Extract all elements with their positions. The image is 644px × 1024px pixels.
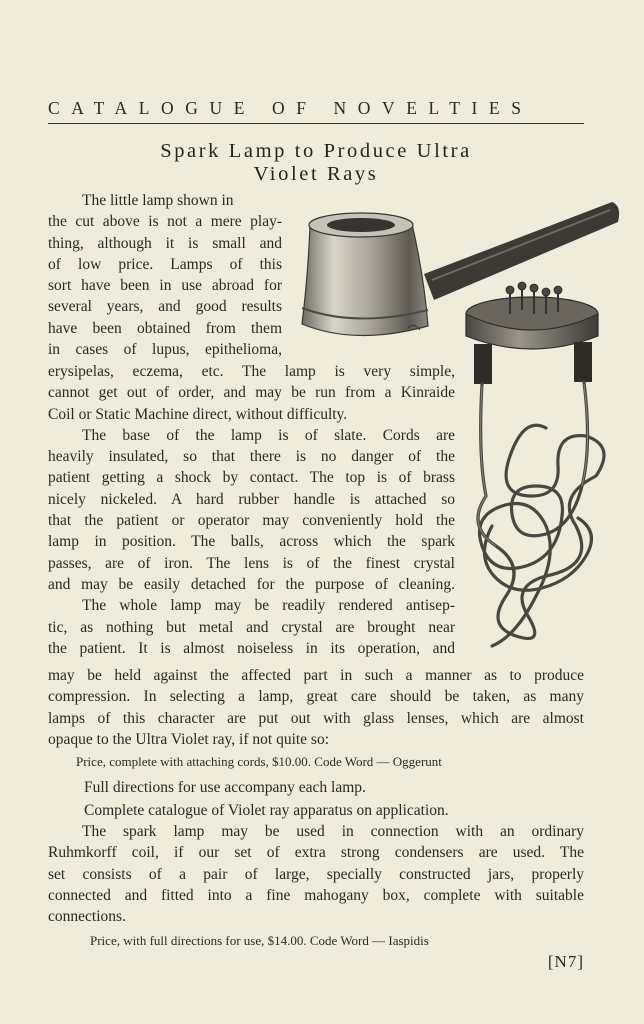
text-line: patient getting a shock by contact. The top is of brass	[48, 469, 455, 487]
text-line: and may be easily detached for the purpose of cleaning.	[48, 575, 455, 593]
text-line: cannot get out of order, and may be run from a Kinraide	[48, 384, 455, 402]
text-line: opaque to the Ultra Violet ray, if not quite so:	[48, 730, 330, 748]
text-line: The whole lamp may be readily rendered antisep-	[82, 597, 455, 615]
header-rule	[48, 123, 584, 124]
text-line: thing, although it is small and	[48, 234, 282, 252]
text-line: lamp in position. The balls, across which the spark	[48, 533, 455, 551]
slate-base	[466, 282, 598, 384]
text-line: tic, as nothing but metal and crystal are brought near	[48, 618, 455, 636]
text-line: of low price. Lamps of this	[48, 255, 282, 273]
text-line: connections.	[48, 908, 126, 926]
directions-note: Full directions for use accompany each lamp.	[84, 779, 366, 796]
text-line: heavily insulated, so that there is no danger of the	[48, 448, 455, 466]
paragraph-4	[48, 821, 584, 927]
page-number: [N7]	[547, 952, 584, 971]
text-line: the patient. It is almost noiseless in its operation, and	[48, 639, 455, 657]
text-line: Ruhmkorff coil, if our set of extra strong condensers are used. The	[48, 844, 584, 862]
paragraph-3-wide	[48, 665, 584, 750]
text-line: set consists of a pair of large, specially constructed jars, properly	[48, 865, 584, 883]
text-line: connected and fitted into a fine mahogany box, complete with suitable	[48, 886, 584, 904]
text-line: several years, and good results	[48, 298, 282, 316]
catalogue-note: Complete catalogue of Violet ray apparatus on application.	[84, 802, 449, 819]
title-line-1: Spark Lamp to Produce Ultra	[160, 140, 472, 162]
text-line: have been obtained from them	[48, 319, 282, 337]
title-line-2: Violet Rays	[253, 163, 379, 185]
price-line-lamp: Price, complete with attaching cords, $10.00. Code Word — Oggerunt	[76, 754, 442, 769]
paragraph-1-2-medium	[48, 361, 455, 659]
text-line: nicely nickeled. A hard rubber handle is attached so	[48, 490, 455, 508]
cord-highlights	[478, 384, 588, 546]
text-line: The base of the lamp is of slate. Cords are	[82, 426, 455, 444]
text-line: the cut above is not a mere play-	[48, 213, 282, 231]
text-line: may be held against the affected part in such a manner as to produce	[48, 667, 584, 684]
text-line: erysipelas, eczema, etc. The lamp is very simple,	[48, 363, 455, 380]
lamp-cup	[302, 213, 428, 336]
text-line: sort have been in use abroad for	[48, 277, 282, 295]
text-line: passes, are of iron. The lens is of the finest crystal	[48, 554, 455, 572]
article-title	[48, 140, 584, 186]
insulated-cords	[478, 382, 604, 646]
text-line: that the patient or operator may conveniently hold the	[48, 512, 455, 530]
text-line: Coil or Static Machine direct, without difficulty.	[48, 405, 348, 423]
paragraph-1-narrow	[48, 190, 282, 360]
text-line: compression. In selecting a lamp, great care should be taken, as many	[48, 688, 584, 706]
price-line-condensers: Price, with full directions for use, $14.00. Code Word — Iaspidis	[90, 933, 429, 948]
text-line: lamps of this character are put out with glass lenses, which are almost	[48, 709, 584, 727]
text-line: The little lamp shown in	[82, 192, 234, 209]
running-head: CATALOGUE OF NOVELTIES	[48, 98, 533, 118]
text-line: The spark lamp may be used in connection with an ordinary	[82, 823, 584, 840]
text-line: in cases of lupus, epithelioma,	[48, 341, 282, 359]
